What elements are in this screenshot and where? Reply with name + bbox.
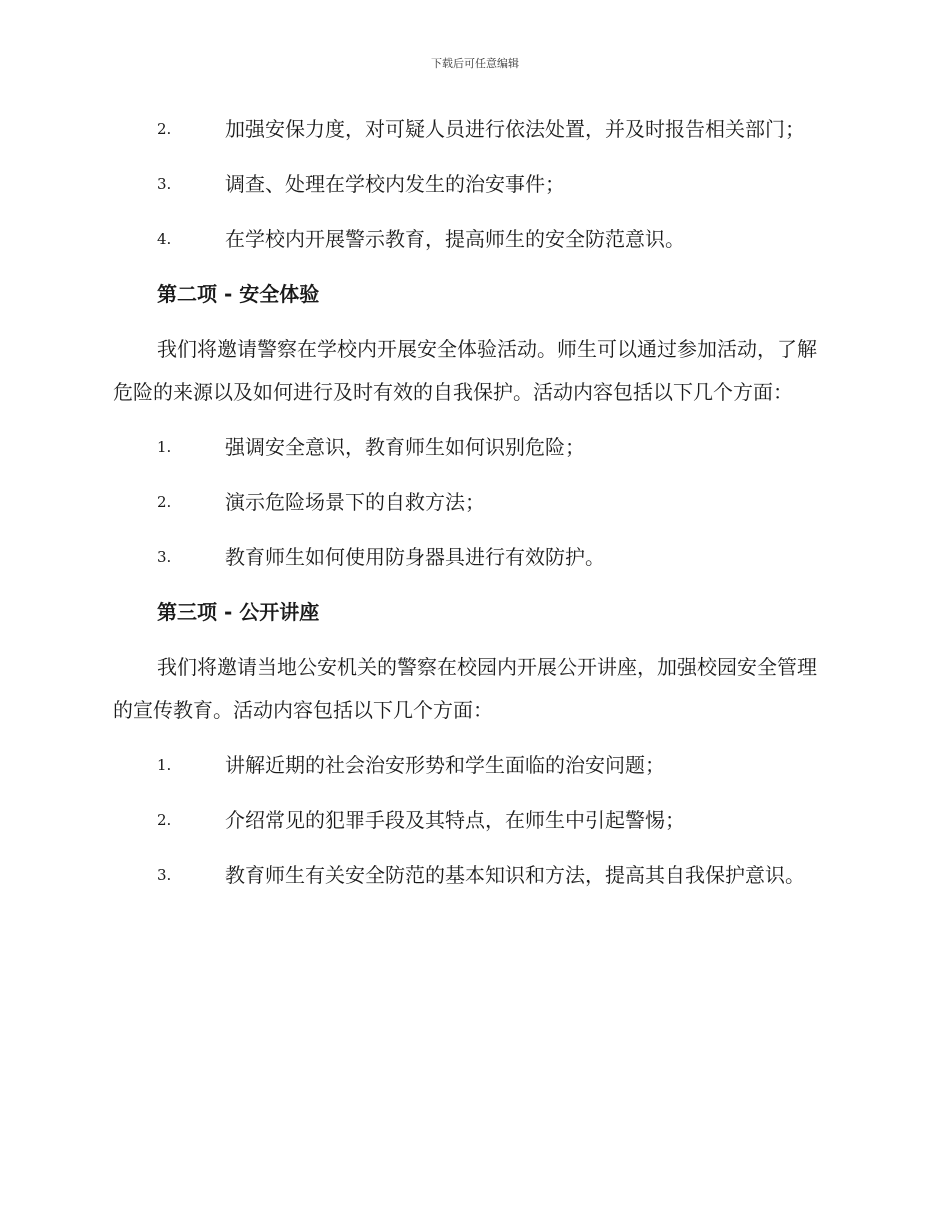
section-intro: 我们将邀请当地公安机关的警察在校园内开展公开讲座，加强校园安全管理的宣传教育。活动内容包括以下几个方面： — [113, 655, 817, 722]
list-number: 3. — [157, 175, 172, 193]
list-text: 加强安保力度，对可疑人员进行依法处置，并及时报告相关部门； — [225, 117, 805, 141]
document-body — [113, 108, 835, 909]
list-item — [113, 799, 835, 842]
list-text: 讲解近期的社会治安形势和学生面临的治安问题； — [225, 753, 665, 777]
list-item — [113, 426, 835, 469]
list-item — [113, 108, 835, 151]
list-text: 教育师生有关安全防范的基本知识和方法，提高其自我保护意识。 — [225, 863, 805, 887]
list-item — [113, 744, 835, 787]
list-item — [113, 854, 835, 897]
list-number: 4. — [157, 230, 172, 248]
list-number: 2. — [157, 811, 172, 829]
list-text: 调查、处理在学校内发生的治安事件； — [225, 172, 565, 196]
list-text: 在学校内开展警示教育，提高师生的安全防范意识。 — [225, 227, 685, 251]
list-number: 2. — [157, 120, 172, 138]
page-header: 下载后可任意编辑 — [431, 57, 519, 70]
list-number: 1. — [157, 438, 172, 456]
list-number: 3. — [157, 866, 172, 884]
list-text: 介绍常见的犯罪手段及其特点，在师生中引起警惕； — [225, 808, 685, 832]
section-heading: 第二项 - 安全体验 — [157, 282, 320, 306]
section-heading: 第三项 - 公开讲座 — [157, 600, 320, 624]
list-number: 1. — [157, 756, 172, 774]
list-number: 2. — [157, 493, 172, 511]
list-item — [113, 218, 835, 261]
list-text: 教育师生如何使用防身器具进行有效防护。 — [225, 545, 605, 569]
list-item — [113, 481, 835, 524]
list-item — [113, 536, 835, 579]
list-number: 3. — [157, 548, 172, 566]
list-text: 演示危险场景下的自救方法； — [225, 490, 485, 514]
section-intro: 我们将邀请警察在学校内开展安全体验活动。师生可以通过参加活动，了解危险的来源以及如何进行及时有效的自我保护。活动内容包括以下几个方面： — [113, 337, 817, 404]
list-text: 强调安全意识，教育师生如何识别危险； — [225, 435, 585, 459]
list-item — [113, 163, 835, 206]
